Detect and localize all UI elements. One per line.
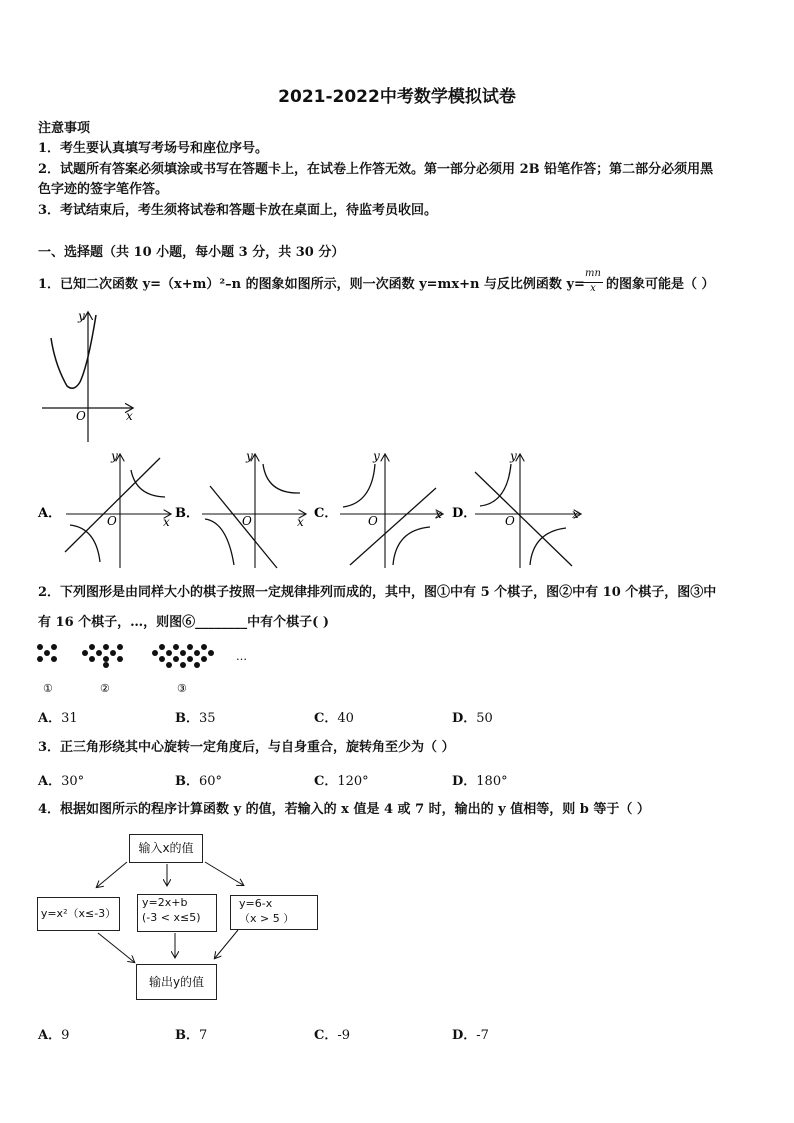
q1-d-x-label: x: [572, 507, 579, 521]
q1-b-x-label: x: [297, 515, 304, 529]
q1-c-origin: O: [368, 514, 378, 528]
q3-option-b[interactable]: B．60°: [175, 774, 223, 789]
q1-text: 1．已知二次函数 y=（x+m）²–n 的图象如图所示，则一次函数 y=mx+n 与反比例函数 y=: [38, 277, 585, 292]
flow-right-box: [230, 895, 318, 930]
q2-ellipsis: …: [236, 650, 247, 663]
q3-option-a[interactable]: A．30°: [38, 774, 85, 789]
q2-option-c[interactable]: C．40: [314, 711, 354, 726]
q4-option-b[interactable]: B．7: [175, 1028, 208, 1043]
q2-text-line2: 有 16 个棋子，…，则图⑥________中有个棋子( ): [38, 615, 329, 630]
q1-option-d-label: D．: [452, 506, 477, 521]
flow-right-line-1: y=6-x: [239, 897, 273, 910]
q1-d-y-label: y: [510, 449, 517, 463]
q4-text: 4．根据如图所示的程序计算函数 y 的值，若输入的 x 值是 4 或 7 时，输出的 y 值相等，则 b 等于（ ）: [38, 802, 650, 817]
q1-text-end: 的图象可能是（ ）: [606, 277, 715, 292]
section-heading: 一、选择题（共 10 小题，每小题 3 分，共 30 分）: [38, 245, 345, 260]
q1-fraction-numerator: mn: [585, 268, 601, 279]
flow-input-box: 输入x的值: [129, 834, 203, 863]
notes-heading: 注意事项: [38, 121, 91, 136]
q1-c-x-label: x: [435, 507, 442, 521]
q1-d-origin: O: [505, 514, 515, 528]
arrow-input-to-right: [205, 862, 243, 885]
q1-b-y-label: y: [246, 449, 253, 463]
q4-option-d[interactable]: D．-7: [452, 1028, 489, 1043]
q2-fig-label-2: ②: [100, 682, 110, 695]
q1-axis-x-label: x: [126, 409, 133, 423]
arrow-input-to-left: [97, 862, 127, 887]
q2-text-line1: 2．下列图形是由同样大小的棋子按照一定规律排列而成的，其中，图①中有 5 个棋子，图②中有 10 个棋子，图③中: [38, 585, 717, 600]
q1-b-origin: O: [242, 514, 252, 528]
q1-option-a-label: A．: [38, 506, 62, 521]
q3-option-d[interactable]: D．180°: [452, 774, 508, 789]
flow-mid-line-1: y=2x+b: [142, 896, 188, 909]
note-item-2: 2．试题所有答案必须填涂或书写在答题卡上，在试卷上作答无效。第一部分必须用 2B 铅笔作答；第二部分必须用黑: [38, 162, 714, 177]
q2-fig-label-1: ①: [43, 682, 53, 695]
q1-option-b-label: B．: [175, 506, 199, 521]
page-title: 2021-2022中考数学模拟试卷: [278, 87, 516, 107]
q1-a-origin: O: [107, 514, 117, 528]
q2-option-a[interactable]: A．31: [38, 711, 78, 726]
q3-option-c[interactable]: C．120°: [314, 774, 369, 789]
q2-fig-label-3: ③: [177, 682, 187, 695]
q1-fraction-denominator: x: [590, 283, 596, 294]
flow-right-line-2: （x > 5 ）: [239, 912, 295, 925]
q2-option-d[interactable]: D．50: [452, 711, 493, 726]
q3-text: 3．正三角形绕其中心旋转一定角度后，与自身重合，旋转角至少为（ ）: [38, 740, 455, 755]
q1-option-c-label: C．: [314, 506, 338, 521]
note-item-1: 1．考生要认真填写考场号和座位序号。: [38, 141, 269, 156]
flow-mid-line-2: (-3 < x≤5): [142, 911, 201, 924]
q1-axis-y-label: y: [78, 309, 85, 323]
arrow-left-to-output: [98, 933, 134, 962]
flow-output-box: 输出y的值: [136, 964, 217, 1000]
note-item-3: 3．考试结束后，考生须将试卷和答题卡放在桌面上，待监考员收回。: [38, 203, 438, 218]
flow-left-box: y=x²（x≤-3）: [37, 897, 120, 931]
q4-option-a[interactable]: A．9: [38, 1028, 70, 1043]
flow-mid-box: [137, 894, 217, 932]
note-item-2-cont: 色字迹的签字笔作答。: [38, 182, 169, 197]
q1-a-x-label: x: [163, 515, 170, 529]
q4-option-c[interactable]: C．-9: [314, 1028, 351, 1043]
q1-origin-label: O: [76, 409, 86, 423]
arrow-right-to-output: [215, 930, 238, 958]
q1-c-y-label: y: [373, 449, 380, 463]
q1-a-y-label: y: [111, 449, 118, 463]
q2-option-b[interactable]: B．35: [175, 711, 216, 726]
